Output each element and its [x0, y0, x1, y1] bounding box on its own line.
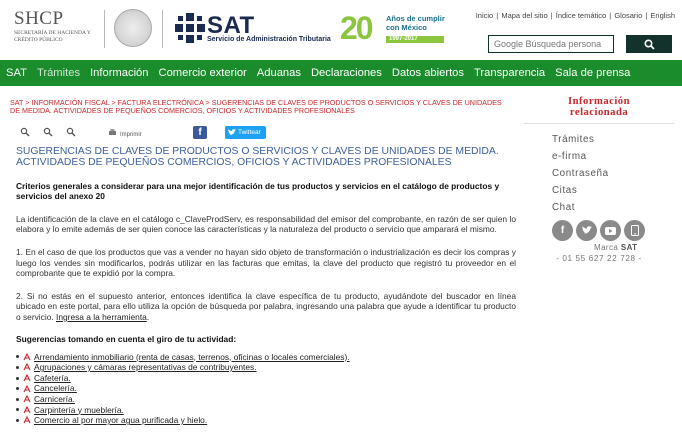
list-item[interactable] [16, 415, 516, 426]
twitter-icon[interactable] [576, 220, 597, 241]
paragraph-caso-2 [16, 291, 516, 323]
youtube-icon[interactable] [600, 220, 621, 241]
facebook-icon: f [193, 126, 207, 139]
header-divider [162, 10, 163, 48]
giro-list [16, 352, 516, 426]
nav-item-transparencia[interactable]: Transparencia [474, 67, 546, 79]
print-button[interactable] [108, 125, 142, 139]
paragraph-identificacion: La identificación de la clave en el catálogo c_ClaveProdServ, es responsabilidad del emisor del comprobante, en razón de ser quien lo elabora y lo emite además de ser quien conoce las características y la naturaleza del producto o servicio que amparará el mismo. [16, 213, 516, 235]
printer-icon [108, 128, 117, 137]
mexico-seal-icon [114, 9, 152, 47]
page-subtitle: Criterios generales a considerar para una mejor identificación de tus productos y servicios en el catálogo de productos y servicios del anexo 20 [16, 181, 500, 202]
paragraph-caso-2-text: 2. Si no estás en el supuesto anterior, entonces identifica la clave específica de tu producto, ayudándote del buscador en línea ubicado en este portal, para ello utiliza la opción de búsqueda por palabra, ingresando una palabra que ayude a identificar tu producto o servicio. [16, 290, 516, 322]
main-nav [0, 60, 682, 86]
pdf-icon [23, 374, 31, 382]
top-link-glosario[interactable]: Glosario [614, 11, 643, 20]
list-item-link[interactable]: Comercio al por mayor agua purificada y hielo. [34, 415, 208, 426]
pdf-icon [23, 416, 31, 424]
paragraph-caso-2-end: . [146, 311, 150, 322]
list-item-link[interactable]: Agrupaciones y cámaras representativas de contribuyentes. [34, 362, 257, 373]
pdf-icon [23, 363, 31, 371]
list-item[interactable] [16, 352, 516, 363]
bullet [16, 387, 19, 390]
top-link-indice[interactable]: Índice temático [555, 11, 607, 20]
pdf-icon [23, 353, 31, 361]
print-label: Imprimir [120, 132, 142, 138]
twitter-share-button[interactable] [225, 125, 266, 139]
font-smaller-icon[interactable] [20, 125, 30, 139]
list-item-link[interactable]: Arrendamiento inmobiliario (renta de casas, terrenos, oficinas o locales comerciales). [34, 351, 350, 362]
marca-sat[interactable] [594, 243, 637, 252]
list-item[interactable] [16, 405, 516, 416]
app-icon[interactable] [624, 220, 645, 241]
top-link-inicio[interactable]: Inicio [475, 11, 494, 20]
main-content [16, 146, 516, 426]
sidebar-title-line2: relacionada [569, 106, 629, 118]
nav-item-datos-abiertos[interactable]: Datos abiertos [391, 67, 464, 79]
shcp-subtitle: SECRETARÍA DE HACIENDA Y CRÉDITO PÚBLICO [14, 30, 91, 43]
page-tools [16, 125, 276, 141]
top-link-mapa[interactable]: Mapa del sitio [501, 11, 548, 20]
related-info-sidebar [524, 96, 674, 263]
nav-item-aduanas[interactable]: Aduanas [256, 67, 301, 79]
list-heading: Sugerencias tomando en cuenta el giro de tu actividad: [16, 333, 237, 344]
top-link-english[interactable]: English [650, 11, 675, 20]
herramienta-link[interactable]: Ingresa a la herramienta [56, 311, 147, 322]
pdf-icon [23, 406, 31, 414]
sat-logo[interactable]: SAT [207, 12, 255, 39]
bullet [16, 355, 19, 358]
search-icon [644, 39, 655, 50]
sidebar-item-citas[interactable]: Citas [552, 185, 578, 197]
sidebar-item-contrasena[interactable]: Contraseña [552, 168, 609, 180]
header-divider [104, 10, 105, 48]
sat-subtitle: Servicio de Administración Tributaria [207, 36, 331, 43]
list-item[interactable] [16, 362, 516, 373]
bullet [16, 398, 19, 401]
bullet [16, 366, 19, 369]
tweet-label: Twittear [238, 128, 261, 136]
list-item-link[interactable]: Cafetería. [34, 372, 71, 383]
font-default-icon[interactable] [43, 125, 53, 139]
sidebar-title-line1: Información [568, 96, 630, 107]
sidebar-divider [524, 123, 674, 124]
bullet [16, 377, 19, 380]
list-item-link[interactable]: Carnicería. [34, 393, 75, 404]
anniversary-text: Años de cumplir con México [386, 14, 445, 32]
pdf-icon [23, 385, 31, 393]
nav-item-comercio-exterior[interactable]: Comercio exterior [158, 67, 247, 79]
marca-label: Marca [594, 243, 619, 252]
marca-brand: SAT [620, 243, 638, 252]
anniversary-number: 20 [340, 10, 372, 46]
bullet [16, 408, 19, 411]
anniversary-years: 1997-2017 [386, 36, 444, 43]
list-item[interactable] [16, 373, 516, 384]
sidebar-title [524, 97, 674, 118]
sidebar-links [524, 131, 674, 216]
search-button[interactable] [626, 35, 672, 53]
shcp-logo[interactable]: SHCP [14, 8, 64, 29]
nav-item-informacion[interactable]: Información [90, 67, 149, 79]
site-header [0, 0, 682, 60]
top-links: Inicio | Mapa del sitio | Índice temático | Glosario | English [475, 11, 675, 20]
nav-item-tramites[interactable]: Trámites [36, 67, 81, 79]
pdf-icon [23, 395, 31, 403]
sidebar-item-chat[interactable]: Chat [552, 202, 576, 214]
list-item-link[interactable]: Carpintería y mueblería. [34, 404, 124, 415]
sidebar-item-efirma[interactable]: e-firma [552, 151, 587, 163]
breadcrumb[interactable]: SAT > INFORMACIÓN FISCAL > FACTURA ELECTRÓNICA > SUGERENCIAS DE CLAVES DE PRODUCTOS O SERVICIOS Y CLAVES DE UNIDADES DE MEDIDA. ACTIVIDADES DE PEQUEÑOS COMERCIOS, OFICIOS Y ACTIVIDADES PROFESIONALES [10, 98, 502, 115]
list-item[interactable] [16, 383, 516, 394]
paragraph-caso-1: 1. En el caso de que los productos que vas a vender no hayan sido objeto de transformación o industrialización es decir los compras y luego los vendes sin modificarlos, podrás utilizar en las facturas que emitas, la clave del producto que registró tu proveedor en el comprobante que te expidió por la compra. [16, 247, 516, 279]
twitter-icon [228, 129, 236, 136]
search-input[interactable] [488, 35, 614, 53]
sidebar-item-tramites[interactable]: Trámites [552, 134, 595, 146]
nav-item-declaraciones[interactable]: Declaraciones [310, 67, 382, 79]
list-item[interactable] [16, 394, 516, 405]
sat-emblem-icon[interactable] [175, 13, 205, 43]
nav-item-sat[interactable]: SAT [6, 67, 27, 79]
font-larger-icon[interactable] [66, 125, 76, 139]
list-item-link[interactable]: Cancelería. [34, 383, 77, 394]
social-links [524, 220, 674, 241]
bullet [16, 419, 19, 422]
contact-phone: - 01 55 627 22 728 - [556, 254, 642, 263]
nav-item-sala-de-prensa[interactable]: Sala de prensa [555, 67, 631, 79]
facebook-share-button[interactable] [193, 125, 207, 139]
facebook-icon[interactable]: f [552, 220, 573, 241]
page-title: SUGERENCIAS DE CLAVES DE PRODUCTOS O SERVICIOS Y CLAVES DE UNIDADES DE MEDIDA. ACTIVIDADES DE PEQUEÑOS COMERCIOS, OFICIOS Y ACTIVIDADES PROFESIONALES [16, 146, 499, 168]
